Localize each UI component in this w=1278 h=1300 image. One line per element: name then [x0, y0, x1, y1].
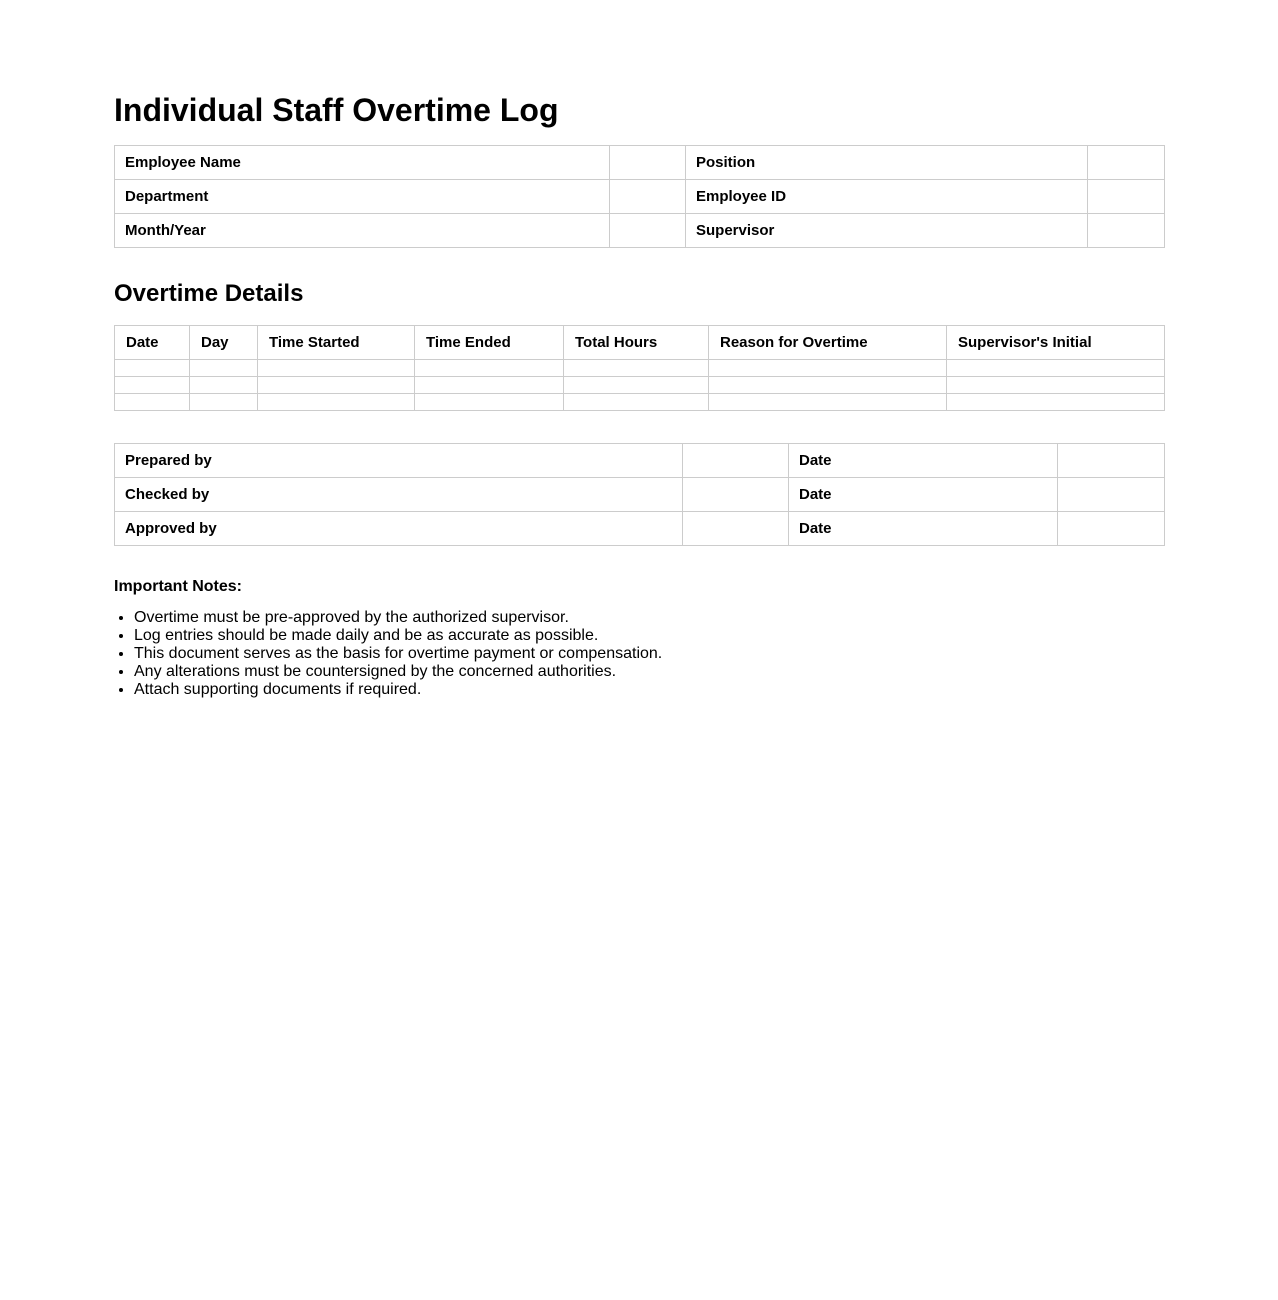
signoff-row-prepared	[115, 444, 1165, 478]
signoff-table	[114, 443, 1165, 546]
date-cell[interactable]	[115, 377, 190, 394]
time-started-cell[interactable]	[258, 377, 415, 394]
employee-id-field[interactable]	[1088, 180, 1165, 214]
overtime-header-row	[115, 326, 1165, 360]
list-item: • Log entries should be made daily and be as accurate as possible.	[134, 627, 1164, 645]
checked-by-label: Checked by	[115, 478, 683, 512]
overtime-details-table	[114, 325, 1165, 411]
approved-by-field[interactable]	[683, 512, 789, 546]
info-row-department	[115, 180, 1165, 214]
supervisor-label: Supervisor	[686, 214, 1088, 248]
reason-cell[interactable]	[709, 360, 947, 377]
col-header-supervisor-initial: Supervisor's Initial	[947, 326, 1165, 360]
time-ended-cell[interactable]	[415, 394, 564, 411]
time-started-cell[interactable]	[258, 394, 415, 411]
reason-cell[interactable]	[709, 377, 947, 394]
supervisor-initial-cell[interactable]	[947, 360, 1165, 377]
approved-date-field[interactable]	[1058, 512, 1165, 546]
col-header-date: Date	[115, 326, 190, 360]
time-ended-cell[interactable]	[415, 360, 564, 377]
list-item: • This document serves as the basis for overtime payment or compensation.	[134, 645, 1164, 663]
signoff-row-checked	[115, 478, 1165, 512]
col-header-reason: Reason for Overtime	[709, 326, 947, 360]
time-ended-cell[interactable]	[415, 377, 564, 394]
day-cell[interactable]	[190, 394, 258, 411]
page-title: Individual Staff Overtime Log	[114, 92, 559, 128]
prepared-date-field[interactable]	[1058, 444, 1165, 478]
notes-title: Important Notes:	[114, 578, 242, 595]
position-field[interactable]	[1088, 146, 1165, 180]
month-year-label: Month/Year	[115, 214, 610, 248]
date-cell[interactable]	[115, 394, 190, 411]
col-header-day: Day	[190, 326, 258, 360]
employee-name-field[interactable]	[610, 146, 686, 180]
position-label: Position	[686, 146, 1088, 180]
approved-by-label: Approved by	[115, 512, 683, 546]
overtime-details-title: Overtime Details	[114, 280, 304, 307]
month-year-field[interactable]	[610, 214, 686, 248]
checked-date-label: Date	[789, 478, 1058, 512]
col-header-time-ended: Time Ended	[415, 326, 564, 360]
table-row	[115, 360, 1165, 377]
approved-date-label: Date	[789, 512, 1058, 546]
day-cell[interactable]	[190, 377, 258, 394]
prepared-by-field[interactable]	[683, 444, 789, 478]
supervisor-initial-cell[interactable]	[947, 394, 1165, 411]
department-field[interactable]	[610, 180, 686, 214]
total-hours-cell[interactable]	[564, 360, 709, 377]
prepared-date-label: Date	[789, 444, 1058, 478]
col-header-total-hours: Total Hours	[564, 326, 709, 360]
time-started-cell[interactable]	[258, 360, 415, 377]
checked-by-field[interactable]	[683, 478, 789, 512]
reason-cell[interactable]	[709, 394, 947, 411]
checked-date-field[interactable]	[1058, 478, 1165, 512]
supervisor-field[interactable]	[1088, 214, 1165, 248]
employee-id-label: Employee ID	[686, 180, 1088, 214]
total-hours-cell[interactable]	[564, 377, 709, 394]
list-item: • Overtime must be pre-approved by the authorized supervisor.	[134, 609, 1164, 627]
date-cell[interactable]	[115, 360, 190, 377]
total-hours-cell[interactable]	[564, 394, 709, 411]
employee-name-label: Employee Name	[115, 146, 610, 180]
list-item: • Any alterations must be countersigned by the concerned authorities.	[134, 663, 1164, 681]
info-row-month-year	[115, 214, 1165, 248]
table-row	[115, 377, 1165, 394]
department-label: Department	[115, 180, 610, 214]
day-cell[interactable]	[190, 360, 258, 377]
list-item: • Attach supporting documents if required.	[134, 681, 1164, 699]
info-row-employee-name	[115, 146, 1165, 180]
supervisor-initial-cell[interactable]	[947, 377, 1165, 394]
col-header-time-started: Time Started	[258, 326, 415, 360]
signoff-row-approved	[115, 512, 1165, 546]
employee-info-table	[114, 145, 1165, 248]
prepared-by-label: Prepared by	[115, 444, 683, 478]
table-row	[115, 394, 1165, 411]
notes-list	[114, 609, 1164, 699]
